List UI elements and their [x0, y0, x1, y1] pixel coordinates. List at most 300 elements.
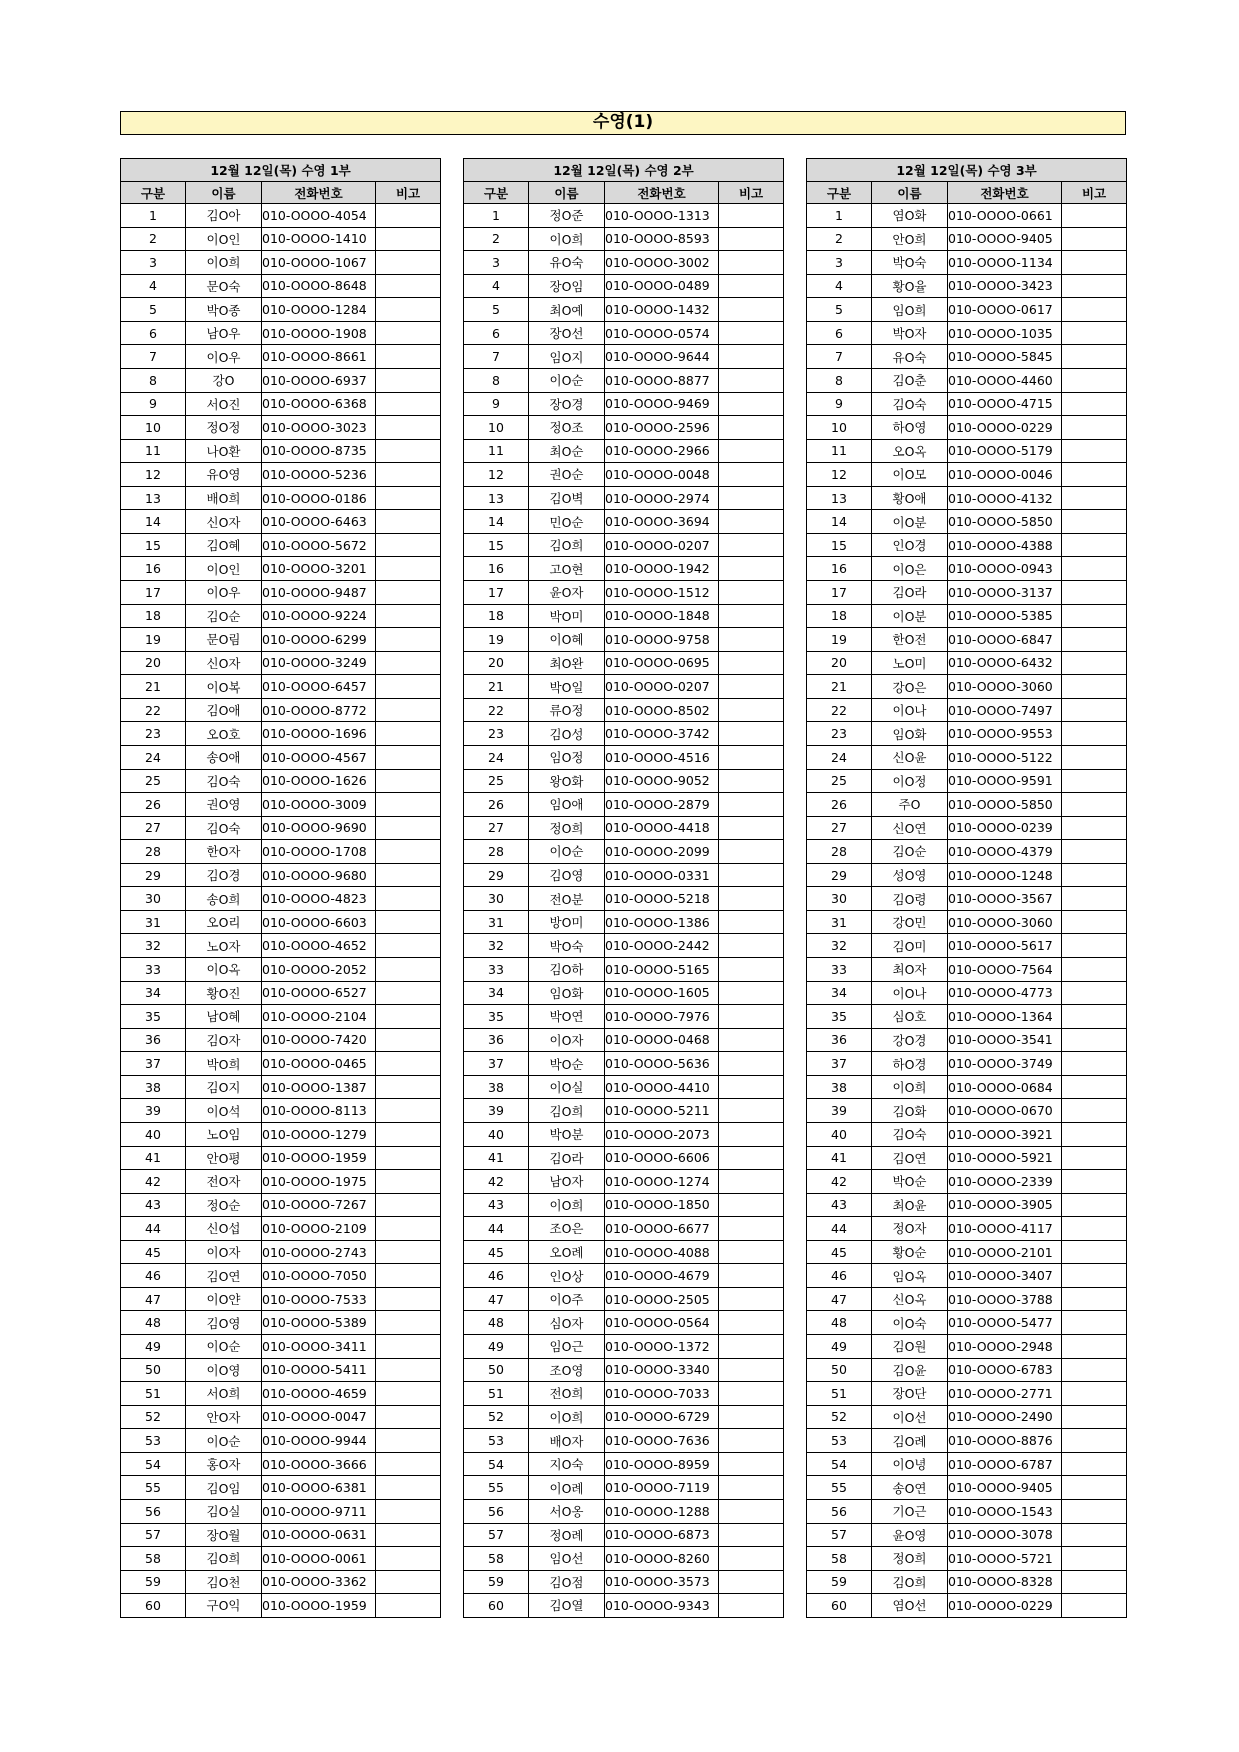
phone-number: 010-OOOO-0661: [948, 204, 1062, 228]
note-cell: [376, 1099, 441, 1123]
row-number: 34: [121, 981, 186, 1005]
note-cell: [719, 204, 784, 228]
row-number: 51: [121, 1382, 186, 1406]
member-name: 오O리: [186, 910, 262, 934]
row-number: 23: [464, 722, 529, 746]
table-row: [464, 722, 784, 746]
row-number: 1: [464, 204, 529, 228]
table-row: [464, 298, 784, 322]
table-row: [464, 368, 784, 392]
row-number: 52: [807, 1405, 872, 1429]
row-number: 4: [464, 274, 529, 298]
member-name: 이O순: [186, 1335, 262, 1359]
phone-number: 010-OOOO-9487: [262, 581, 376, 605]
note-cell: [719, 651, 784, 675]
row-number: 58: [121, 1547, 186, 1571]
member-name: 임O희: [872, 298, 948, 322]
table-row: [464, 1028, 784, 1052]
note-cell: [376, 1335, 441, 1359]
table-row: [121, 675, 441, 699]
phone-number: 010-OOOO-1848: [605, 604, 719, 628]
row-number: 33: [464, 958, 529, 982]
row-number: 23: [121, 722, 186, 746]
note-cell: [376, 392, 441, 416]
note-cell: [376, 1382, 441, 1406]
table-row: [121, 863, 441, 887]
table-row: [807, 1358, 1127, 1382]
phone-number: 010-OOOO-7533: [262, 1287, 376, 1311]
member-name: 이O정: [872, 769, 948, 793]
table-row: [121, 1594, 441, 1618]
member-name: 김O자: [186, 1028, 262, 1052]
phone-number: 010-OOOO-6606: [605, 1146, 719, 1170]
table-row: [121, 1005, 441, 1029]
phone-number: 010-OOOO-6787: [948, 1452, 1062, 1476]
row-number: 20: [807, 651, 872, 675]
phone-number: 010-OOOO-1288: [605, 1499, 719, 1523]
member-name: 이O분: [872, 604, 948, 628]
note-cell: [1062, 981, 1127, 1005]
phone-number: 010-OOOO-6299: [262, 628, 376, 652]
row-number: 29: [464, 863, 529, 887]
phone-number: 010-OOOO-3009: [262, 793, 376, 817]
phone-number: 010-OOOO-0574: [605, 321, 719, 345]
member-name: 김O윤: [872, 1358, 948, 1382]
table-row: [807, 840, 1127, 864]
phone-number: 010-OOOO-8772: [262, 698, 376, 722]
row-number: 17: [807, 581, 872, 605]
note-cell: [376, 1287, 441, 1311]
phone-number: 010-OOOO-5389: [262, 1311, 376, 1335]
phone-number: 010-OOOO-1959: [262, 1594, 376, 1618]
note-cell: [719, 745, 784, 769]
note-cell: [1062, 533, 1127, 557]
note-cell: [719, 1146, 784, 1170]
table-row: [464, 1570, 784, 1594]
phone-number: 010-OOOO-2104: [262, 1005, 376, 1029]
member-name: 장O경: [529, 392, 605, 416]
row-number: 47: [807, 1287, 872, 1311]
phone-number: 010-OOOO-3060: [948, 675, 1062, 699]
note-cell: [1062, 557, 1127, 581]
member-name: 오O옥: [872, 439, 948, 463]
phone-number: 010-OOOO-6381: [262, 1476, 376, 1500]
note-cell: [719, 581, 784, 605]
note-cell: [1062, 910, 1127, 934]
table-row: [807, 910, 1127, 934]
table-row: [464, 981, 784, 1005]
note-cell: [376, 1217, 441, 1241]
row-number: 49: [121, 1335, 186, 1359]
note-cell: [376, 651, 441, 675]
table-row: [807, 1146, 1127, 1170]
row-number: 11: [464, 439, 529, 463]
member-name: 김O숙: [872, 392, 948, 416]
roster-table-session-2: [463, 158, 784, 1618]
member-name: 윤O자: [529, 581, 605, 605]
row-number: 2: [464, 227, 529, 251]
note-cell: [1062, 392, 1127, 416]
table-row: [464, 1099, 784, 1123]
member-name: 배O자: [529, 1429, 605, 1453]
phone-number: 010-OOOO-1942: [605, 557, 719, 581]
row-number: 41: [807, 1146, 872, 1170]
member-name: 신O연: [872, 816, 948, 840]
phone-number: 010-OOOO-9680: [262, 863, 376, 887]
member-name: 주O: [872, 793, 948, 817]
row-number: 26: [464, 793, 529, 817]
table-row: [464, 840, 784, 864]
row-number: 53: [807, 1429, 872, 1453]
phone-number: 010-OOOO-1959: [262, 1146, 376, 1170]
table-row: [807, 1335, 1127, 1359]
note-cell: [1062, 251, 1127, 275]
row-number: 46: [807, 1264, 872, 1288]
phone-number: 010-OOOO-1543: [948, 1499, 1062, 1523]
row-number: 3: [121, 251, 186, 275]
phone-number: 010-OOOO-1248: [948, 863, 1062, 887]
member-name: 박O숙: [872, 251, 948, 275]
table-row: [807, 486, 1127, 510]
member-name: 김O라: [872, 581, 948, 605]
table-row: [464, 934, 784, 958]
member-name: 김O순: [186, 604, 262, 628]
member-name: 이O순: [186, 1429, 262, 1453]
row-number: 7: [807, 345, 872, 369]
phone-number: 010-OOOO-7267: [262, 1193, 376, 1217]
table-row: [121, 1311, 441, 1335]
table-row: [464, 1358, 784, 1382]
row-number: 26: [807, 793, 872, 817]
table-row: [464, 1594, 784, 1618]
member-name: 심O자: [529, 1311, 605, 1335]
note-cell: [376, 769, 441, 793]
note-cell: [719, 1452, 784, 1476]
phone-number: 010-OOOO-0465: [262, 1052, 376, 1076]
phone-number: 010-OOOO-2743: [262, 1240, 376, 1264]
note-cell: [376, 557, 441, 581]
row-number: 50: [464, 1358, 529, 1382]
table-row: [464, 745, 784, 769]
row-number: 57: [807, 1523, 872, 1547]
member-name: 김O라: [529, 1146, 605, 1170]
table-row: [807, 1075, 1127, 1099]
table-row: [807, 675, 1127, 699]
phone-number: 010-OOOO-0617: [948, 298, 1062, 322]
phone-number: 010-OOOO-2974: [605, 486, 719, 510]
row-number: 6: [464, 321, 529, 345]
phone-number: 010-OOOO-3201: [262, 557, 376, 581]
table-row: [121, 981, 441, 1005]
phone-number: 010-OOOO-8260: [605, 1547, 719, 1571]
table-row: [807, 1240, 1127, 1264]
phone-number: 010-OOOO-6937: [262, 368, 376, 392]
phone-number: 010-OOOO-3362: [262, 1570, 376, 1594]
row-number: 32: [121, 934, 186, 958]
member-name: 이O나: [872, 698, 948, 722]
phone-number: 010-OOOO-0564: [605, 1311, 719, 1335]
member-name: 이O인: [186, 557, 262, 581]
phone-number: 010-OOOO-0489: [605, 274, 719, 298]
member-name: 정O정: [186, 416, 262, 440]
row-number: 39: [464, 1099, 529, 1123]
note-cell: [1062, 675, 1127, 699]
member-name: 이O녕: [872, 1452, 948, 1476]
column-header-note: 비고: [1062, 182, 1127, 204]
table-row: [807, 204, 1127, 228]
row-number: 22: [464, 698, 529, 722]
table-row: [464, 1311, 784, 1335]
table-row: [121, 816, 441, 840]
table-row: [464, 958, 784, 982]
table-row: [464, 1240, 784, 1264]
table-row: [464, 1429, 784, 1453]
table-row: [807, 1287, 1127, 1311]
column-header-phone: 전화번호: [948, 182, 1062, 204]
table-row: [464, 1005, 784, 1029]
note-cell: [719, 910, 784, 934]
row-number: 48: [464, 1311, 529, 1335]
table-row: [464, 1476, 784, 1500]
row-number: 34: [464, 981, 529, 1005]
phone-number: 010-OOOO-5721: [948, 1547, 1062, 1571]
member-name: 황O순: [872, 1240, 948, 1264]
row-number: 9: [121, 392, 186, 416]
member-name: 신O자: [186, 510, 262, 534]
member-name: 임O화: [872, 722, 948, 746]
note-cell: [719, 698, 784, 722]
note-cell: [376, 1028, 441, 1052]
note-cell: [376, 1264, 441, 1288]
note-cell: [719, 1429, 784, 1453]
note-cell: [1062, 298, 1127, 322]
table-row: [121, 910, 441, 934]
phone-number: 010-OOOO-8735: [262, 439, 376, 463]
phone-number: 010-OOOO-2101: [948, 1240, 1062, 1264]
member-name: 송O애: [186, 745, 262, 769]
member-name: 오O호: [186, 722, 262, 746]
table-row: [121, 486, 441, 510]
row-number: 15: [807, 533, 872, 557]
row-number: 37: [464, 1052, 529, 1076]
table-row: [807, 934, 1127, 958]
note-cell: [719, 1170, 784, 1194]
row-number: 29: [121, 863, 186, 887]
member-name: 이O실: [529, 1075, 605, 1099]
row-number: 40: [121, 1122, 186, 1146]
member-name: 임O지: [529, 345, 605, 369]
table-row: [807, 1523, 1127, 1547]
note-cell: [1062, 840, 1127, 864]
note-cell: [1062, 1264, 1127, 1288]
row-number: 30: [807, 887, 872, 911]
member-name: 박O희: [186, 1052, 262, 1076]
row-number: 41: [121, 1146, 186, 1170]
table-row: [464, 251, 784, 275]
member-name: 이O희: [872, 1075, 948, 1099]
table-row: [464, 1523, 784, 1547]
note-cell: [376, 816, 441, 840]
phone-number: 010-OOOO-1512: [605, 581, 719, 605]
note-cell: [376, 1075, 441, 1099]
phone-number: 010-OOOO-9591: [948, 769, 1062, 793]
phone-number: 010-OOOO-0186: [262, 486, 376, 510]
table-row: [121, 1193, 441, 1217]
row-number: 60: [807, 1594, 872, 1618]
row-number: 42: [807, 1170, 872, 1194]
note-cell: [1062, 628, 1127, 652]
member-name: 유O숙: [529, 251, 605, 275]
member-name: 김O아: [186, 204, 262, 228]
member-name: 이O우: [186, 345, 262, 369]
phone-number: 010-OOOO-4659: [262, 1382, 376, 1406]
table-row: [807, 1452, 1127, 1476]
row-number: 60: [464, 1594, 529, 1618]
phone-number: 010-OOOO-6368: [262, 392, 376, 416]
row-number: 32: [807, 934, 872, 958]
member-name: 최O예: [529, 298, 605, 322]
note-cell: [376, 698, 441, 722]
row-number: 52: [121, 1405, 186, 1429]
note-cell: [1062, 651, 1127, 675]
table-row: [121, 1335, 441, 1359]
table-row: [807, 628, 1127, 652]
table-row: [464, 1287, 784, 1311]
member-name: 임O선: [529, 1547, 605, 1571]
note-cell: [719, 274, 784, 298]
member-name: 민O순: [529, 510, 605, 534]
member-name: 김O연: [872, 1146, 948, 1170]
row-number: 49: [464, 1335, 529, 1359]
member-name: 김O숙: [872, 1122, 948, 1146]
member-name: 김O춘: [872, 368, 948, 392]
member-name: 남O자: [529, 1170, 605, 1194]
note-cell: [719, 345, 784, 369]
row-number: 35: [121, 1005, 186, 1029]
member-name: 강O민: [872, 910, 948, 934]
member-name: 이O은: [872, 557, 948, 581]
note-cell: [376, 581, 441, 605]
table-row: [807, 439, 1127, 463]
note-cell: [1062, 345, 1127, 369]
table-row: [121, 604, 441, 628]
note-cell: [1062, 463, 1127, 487]
row-number: 25: [121, 769, 186, 793]
phone-number: 010-OOOO-5845: [948, 345, 1062, 369]
member-name: 이O모: [872, 463, 948, 487]
table-row: [807, 1005, 1127, 1029]
member-name: 기O근: [872, 1499, 948, 1523]
table-row: [807, 722, 1127, 746]
phone-number: 010-OOOO-5218: [605, 887, 719, 911]
row-number: 54: [807, 1452, 872, 1476]
note-cell: [719, 1075, 784, 1099]
member-name: 황O진: [186, 981, 262, 1005]
member-name: 장O임: [529, 274, 605, 298]
table-row: [121, 533, 441, 557]
phone-number: 010-OOOO-0207: [605, 533, 719, 557]
note-cell: [376, 1122, 441, 1146]
row-number: 38: [807, 1075, 872, 1099]
note-cell: [1062, 1405, 1127, 1429]
member-name: 최O완: [529, 651, 605, 675]
table-row: [807, 557, 1127, 581]
table-row: [121, 1264, 441, 1288]
table-row: [807, 251, 1127, 275]
table-row: [121, 651, 441, 675]
member-name: 김O경: [186, 863, 262, 887]
note-cell: [719, 1264, 784, 1288]
phone-number: 010-OOOO-1035: [948, 321, 1062, 345]
note-cell: [1062, 1547, 1127, 1571]
note-cell: [719, 251, 784, 275]
phone-number: 010-OOOO-1626: [262, 769, 376, 793]
note-cell: [719, 934, 784, 958]
note-cell: [376, 745, 441, 769]
table-row: [464, 675, 784, 699]
member-name: 전O희: [529, 1382, 605, 1406]
note-cell: [376, 981, 441, 1005]
note-cell: [1062, 1452, 1127, 1476]
phone-number: 010-OOOO-2490: [948, 1405, 1062, 1429]
note-cell: [376, 958, 441, 982]
row-number: 20: [464, 651, 529, 675]
table-row: [807, 1099, 1127, 1123]
member-name: 서O진: [186, 392, 262, 416]
member-name: 이O례: [529, 1476, 605, 1500]
row-number: 46: [121, 1264, 186, 1288]
row-number: 36: [121, 1028, 186, 1052]
table-row: [464, 769, 784, 793]
table-row: [121, 392, 441, 416]
roster-table-session-1: [120, 158, 441, 1618]
phone-number: 010-OOOO-2442: [605, 934, 719, 958]
phone-number: 010-OOOO-1313: [605, 204, 719, 228]
note-cell: [719, 1099, 784, 1123]
member-name: 권O영: [186, 793, 262, 817]
member-name: 김O숙: [186, 816, 262, 840]
table-row: [464, 321, 784, 345]
member-name: 김O숙: [186, 769, 262, 793]
member-name: 인O상: [529, 1264, 605, 1288]
note-cell: [1062, 1099, 1127, 1123]
table-row: [807, 793, 1127, 817]
note-cell: [1062, 581, 1127, 605]
table-row: [464, 227, 784, 251]
phone-number: 010-OOOO-3573: [605, 1570, 719, 1594]
phone-number: 010-OOOO-1134: [948, 251, 1062, 275]
note-cell: [719, 533, 784, 557]
table-row: [464, 1405, 784, 1429]
note-cell: [376, 1311, 441, 1335]
member-name: 김O령: [872, 887, 948, 911]
member-name: 신O윤: [872, 745, 948, 769]
phone-number: 010-OOOO-4652: [262, 934, 376, 958]
table-row: [464, 1193, 784, 1217]
note-cell: [719, 298, 784, 322]
phone-number: 010-OOOO-1605: [605, 981, 719, 1005]
row-number: 6: [807, 321, 872, 345]
note-cell: [376, 1405, 441, 1429]
table-row: [807, 1547, 1127, 1571]
note-cell: [376, 887, 441, 911]
column-header-phone: 전화번호: [262, 182, 376, 204]
member-name: 김O희: [186, 1547, 262, 1571]
member-name: 김O영: [186, 1311, 262, 1335]
phone-number: 010-OOOO-0331: [605, 863, 719, 887]
phone-number: 010-OOOO-3407: [948, 1264, 1062, 1288]
table-row: [121, 321, 441, 345]
